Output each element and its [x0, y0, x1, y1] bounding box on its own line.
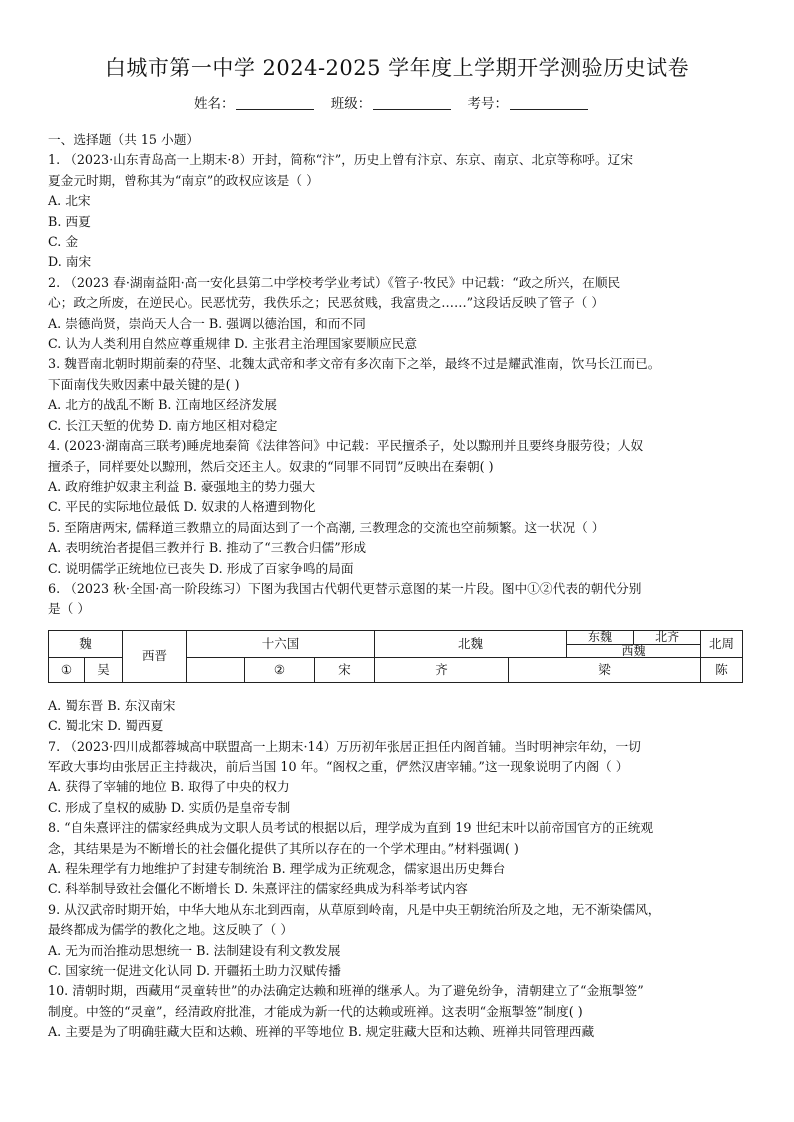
question-stem-line: 制度。中签的“灵童”，经清政府批准，才能成为新一代的达赖或班禅。这表明“金瓶掣签”制度( ) — [48, 1003, 583, 1019]
exam-title: 白城市第一中学 2024-2025 学年度上学期开学测验历史试卷 — [104, 56, 690, 80]
cell-xiwei: 西魏 — [621, 643, 646, 658]
question-stem-line: 6. （2023 秋·全国·高一阶段练习）下图为我国古代朝代更替示意图的某一片段。图中①②代表的朝代分别 — [48, 580, 642, 596]
option-row: C. 形成了皇权的威胁 D. 实质仍是皇帝专制 — [48, 799, 291, 815]
question-stem-line: 念，其结果是为不断增长的社会僵化提供了其所以存在的一个学术理由。”材料强调( ) — [48, 840, 519, 856]
question-stem-line: 夏金元时期，曾称其为“南京”的政权应该是（ ） — [48, 172, 319, 188]
exam-no-blank[interactable] — [510, 95, 588, 110]
option-row: A. 程朱理学有力地维护了封建专制统治 B. 理学成为正统观念，儒家退出历史舞台 — [48, 861, 506, 876]
option-row: C. 国家统一促进文化认同 D. 开疆拓土助力汉赋传播 — [48, 963, 341, 979]
question-3 — [48, 354, 760, 436]
cell-beiwei: 北魏 — [375, 630, 567, 657]
question-stem-line: 4. (2023·湖南高三联考)睡虎地秦简《法律答问》中记载：平民擅杀子，处以黥刑并且要终身服劳役；人奴 — [48, 438, 644, 454]
question-stem-line: 5. 至隋唐两宋, 儒释道三教鼎立的局面达到了一个高潮, 三教理念的交流也空前频繁。这一状况（ ） — [48, 519, 605, 535]
question-9 — [48, 900, 760, 982]
name-blank[interactable] — [236, 95, 314, 110]
cell-shiliuguo: 十六国 — [187, 630, 375, 657]
question-stem-line: 2. （2023 春·湖南益阳·高一安化县第二中学校考学业考试）《管子·牧民》中记载：“政之所兴，在顺民 — [48, 274, 621, 290]
cell-wu: 吴 — [85, 657, 123, 682]
question-10 — [48, 981, 760, 1042]
section-title: 一、选择题（共 15 小题） — [48, 132, 200, 147]
option-row: A. 表明统治者提倡三教并行 B. 推动了“三教合归儒”形成 — [48, 540, 367, 556]
name-label: 姓名： — [193, 96, 235, 112]
question-7 — [48, 737, 760, 819]
cell-qi: 齐 — [375, 657, 509, 682]
question-stem-line: 8. “自朱熹评注的儒家经典成为文职人员考试的根据以后，理学成为直到 19 世纪末叶以前帝国官方的正统观 — [48, 820, 654, 836]
question-stem-line: 擅杀子，同样要处以黥刑，然后交还主人。奴隶的“同罪不同罚”反映出在秦朝( ) — [48, 458, 494, 474]
cell-beizhou: 北周 — [701, 630, 743, 657]
exam-no-label: 考号： — [467, 96, 509, 112]
question-8 — [48, 818, 760, 900]
exam-content — [48, 128, 760, 1043]
class-label: 班级： — [330, 96, 372, 112]
option-row: C. 蜀北宋 D. 蜀西夏 — [48, 718, 164, 734]
cell-blank-2: ② — [245, 657, 315, 682]
option: D. 南宋 — [48, 254, 92, 270]
option-row: A. 主要是为了明确驻藏大臣和达赖、班禅的平等地位 B. 规定驻藏大臣和达赖、班禅共同管理西藏 — [48, 1024, 595, 1040]
cell-chen: 陈 — [701, 657, 743, 682]
question-stem-line: 军政大事均由张居正主持裁决，前后当国 10 年。“阁权之重，俨然汉唐宰辅。”这一现象说明了内阁（ ） — [48, 758, 629, 774]
question-stem-line: 1. （2023·山东青岛高一上期末·8）开封，简称“汴”，历史上曾有汴京、东京、南京、北京等称呼。辽宋 — [48, 152, 634, 168]
question-2 — [48, 273, 760, 355]
cell-song: 宋 — [315, 657, 375, 682]
option-row: A. 无为而治推动思想统一 B. 法制建设有利文教发展 — [48, 942, 341, 958]
option-row: A. 崇德尚贤，崇尚天人合一 B. 强调以德治国，和而不同 — [48, 315, 366, 331]
cell-east-west-split — [567, 630, 701, 657]
class-blank[interactable] — [373, 95, 451, 110]
cell-blank-1: ① — [49, 657, 85, 682]
cell-empty — [187, 657, 245, 682]
option-row: C. 科举制导致社会僵化不断增长 D. 朱熹评注的儒家经典成为科举考试内容 — [48, 881, 468, 897]
cell-xijin: 西晋 — [123, 630, 187, 682]
option-row: C. 平民的实际地位最低 D. 奴隶的人格遭到物化 — [48, 499, 316, 515]
question-1 — [48, 150, 760, 272]
cell-liang: 梁 — [509, 657, 701, 682]
option: C. 金 — [48, 234, 79, 250]
question-4 — [48, 436, 760, 518]
option: A. 北宋 — [48, 193, 91, 209]
option-row: C. 长江天堑的优势 D. 南方地区相对稳定 — [48, 417, 278, 433]
question-stem-line: 下面南伐失败因素中最关键的是( ) — [48, 376, 240, 392]
question-stem-line: 最终都成为儒学的教化之地。这反映了（ ） — [48, 922, 294, 938]
cell-wei: 魏 — [49, 630, 123, 657]
question-stem-line: 10. 清朝时期，西藏用“灵童转世”的办法确定达赖和班禅的继承人。为了避免纷争，清朝建立了“金瓶掣签” — [48, 983, 644, 999]
question-stem-line: 是（ ） — [48, 601, 91, 617]
question-stem-line: 9. 从汉武帝时期开始，中华大地从东北到西南，从草原到岭南，凡是中央王朝统治所及之地，无不渐染儒风， — [48, 901, 661, 917]
cell-dongwei: 东魏 — [567, 631, 634, 644]
option-row: A. 政府维护奴隶主利益 B. 豪强地主的势力强大 — [48, 478, 316, 494]
question-stem-line: 心；政之所废，在逆民心。民恶忧劳，我佚乐之；民恶贫贱，我富贵之……”这段话反映了管子（ ） — [48, 295, 605, 311]
dynasty-chart — [48, 630, 742, 686]
option: B. 西夏 — [48, 213, 91, 229]
option-row: C. 认为人类利用自然应尊重规律 D. 主张君主治理国家要顺应民意 — [48, 336, 418, 352]
question-stem-line: 7. （2023·四川成都蓉城高中联盟高一上期末·14）万历初年张居正担任内阁首辅。当时明神宗年幼，一切 — [48, 738, 641, 754]
option-row: C. 说明儒学正统地位已丧失 D. 形成了百家争鸣的局面 — [48, 560, 354, 576]
question-6 — [48, 579, 760, 737]
question-5 — [48, 518, 760, 579]
question-stem-line: 3. 魏晋南北朝时期前秦的苻坚、北魏太武帝和孝文帝有多次南下之举，最终不过是耀武淮南，饮马长江而已。 — [48, 356, 661, 372]
dynasty-table — [48, 630, 743, 683]
option-row: A. 蜀东晋 B. 东汉南宋 — [48, 697, 176, 713]
option-row: A. 获得了宰辅的地位 B. 取得了中央的权力 — [48, 779, 290, 795]
student-info-line — [0, 92, 794, 112]
cell-beiqi: 北齐 — [655, 629, 680, 644]
option-row: A. 北方的战乱不断 B. 江南地区经济发展 — [48, 397, 277, 413]
